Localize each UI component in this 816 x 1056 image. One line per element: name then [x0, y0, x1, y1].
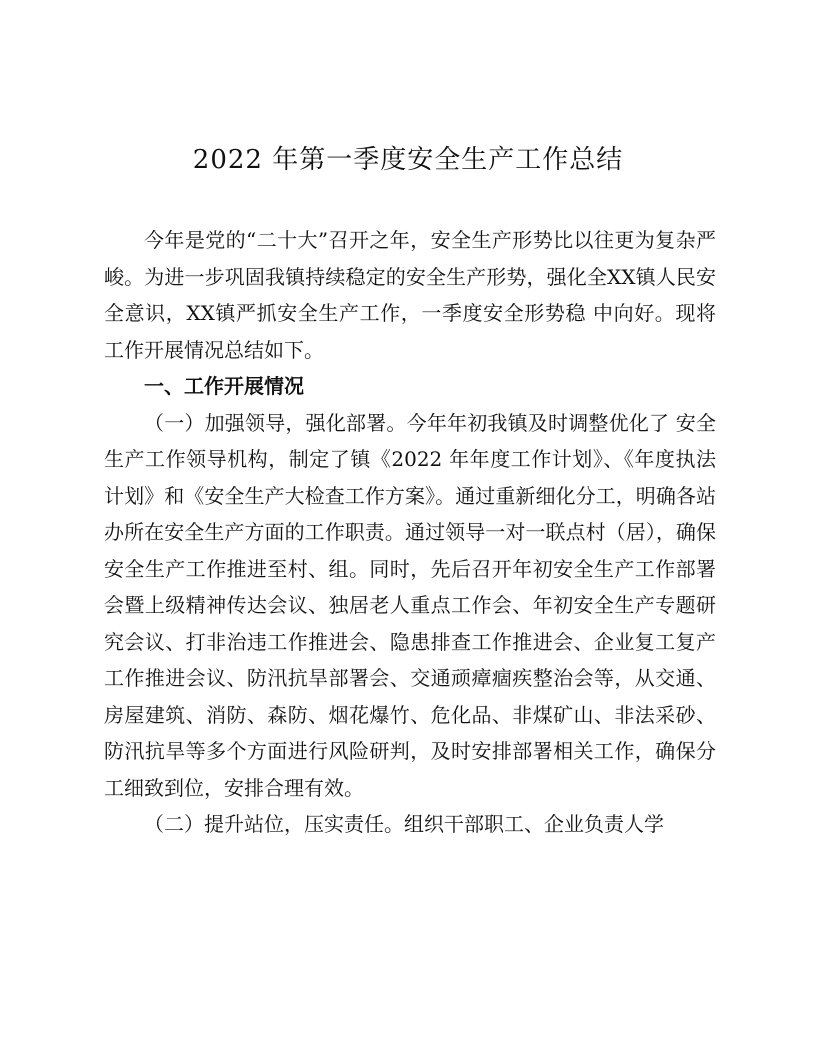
section-heading-work-status: 一、工作开展情况: [144, 374, 304, 398]
paragraph-leadership: （一）加强领导，强化部署。今年年初我镇及时调整优化了 安全生产工作领导机构，制定了镇《2022 年年度工作计划》、《年度执法计划》和《安全生产大检查工作方案》。通过重新细化分工，明确各站办所在安全生产方面的工作职责。通过领导一对一联点村（居），确保安全生产工作推进至村、组。同时，先后召开年初安全生产工作部署会暨上级精神传达会议、独居老人重点工作会、年初安全生产专题研究会议、打非治违工作推进会、隐患排查工作推进会、企业复工复产工作推进会议、防汛抗旱部署会、交通顽瘴痼疾整治会等，从交通、房屋建筑、消防、森防、烟花爆竹、危化品、非煤矿山、非法采砂、防汛抗旱等多个方面进行风险研判，及时安排部署相关工作，确保分工细致到位，安排合理有效。: [104, 410, 716, 800]
intro-paragraph: 今年是党的“二十大”召开之年，安全生产形势比以往更为复杂严峻。为进一步巩固我镇持续稳定的安全生产形势，强化全XX镇人民安全意识，XX镇严抓安全生产工作，一季度安全形势稳 中向好。现将工作开展情况总结如下。: [104, 228, 716, 362]
document-title: 2022 年第一季度安全生产工作总结: [192, 145, 624, 175]
paragraph-responsibility: （二）提升站位，压实责任。组织干部职工、企业负责人学: [144, 812, 664, 836]
document-body: [104, 222, 716, 843]
